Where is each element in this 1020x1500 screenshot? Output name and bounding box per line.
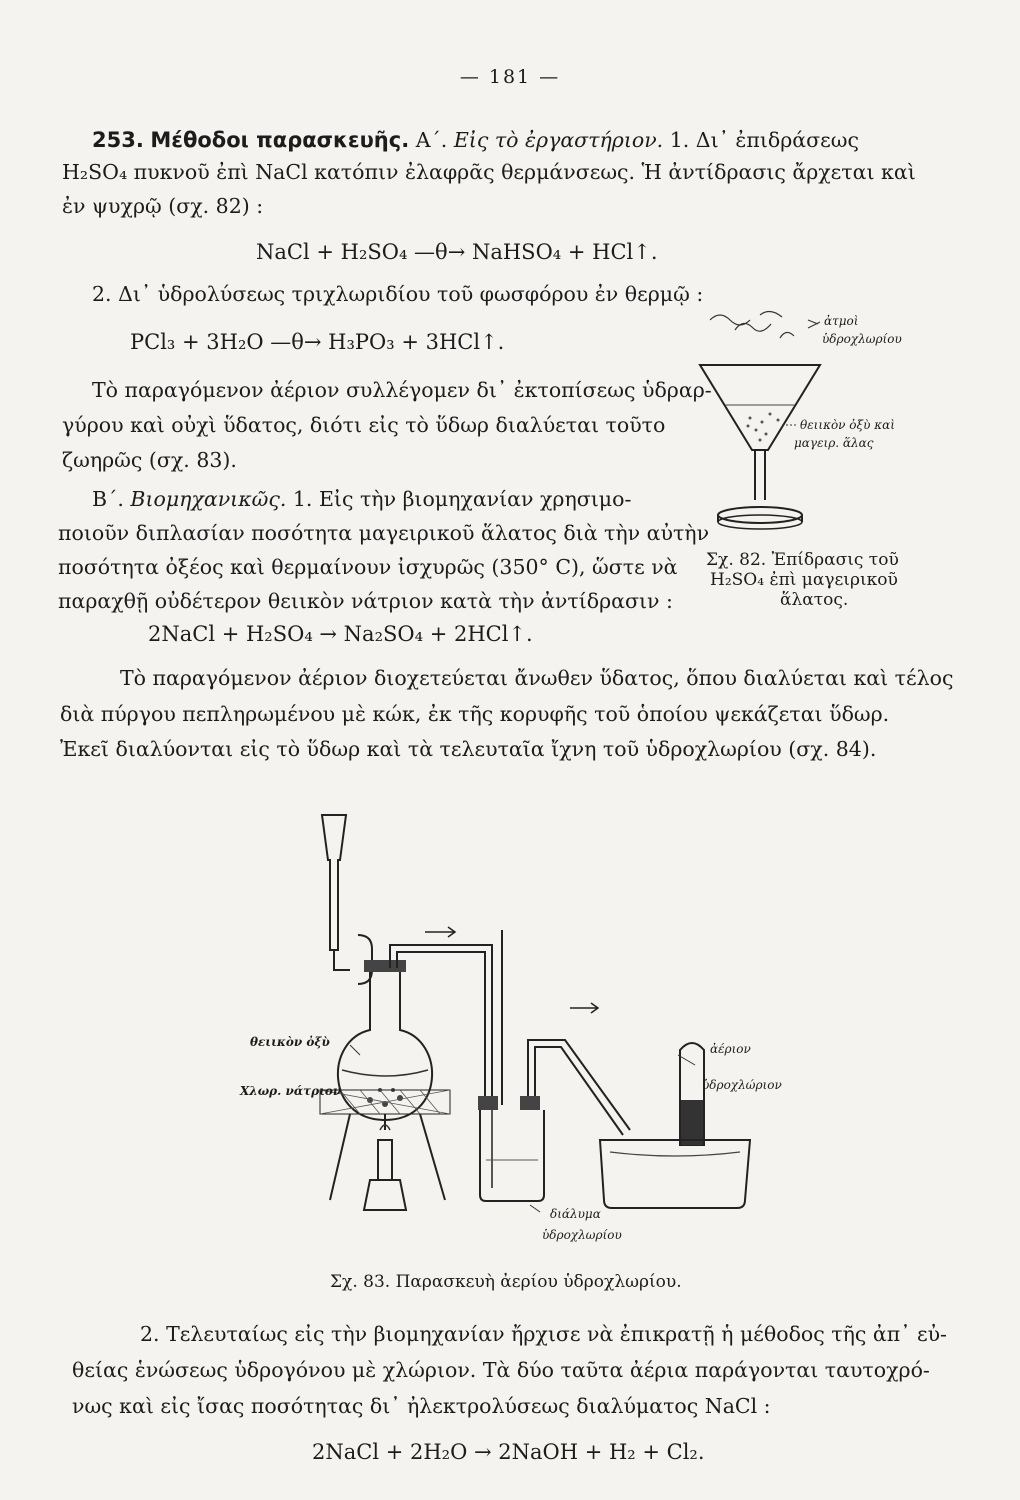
fig82-label-hcl: ὑδροχλωρίου — [822, 332, 902, 346]
industrial-title: Βιομηχανικῶς. — [130, 487, 287, 511]
fig83-caption: Σχ. 83. Παρασκευὴ ἀερίου ὑδροχλωρίου. — [330, 1272, 682, 1292]
collect-line-1: Τὸ παραγόμενον ἀέριον συλλέγομεν δι᾽ ἐκτοπίσεως ὑδραρ- — [92, 378, 712, 402]
fig82-label-salt: μαγειρ. ἅλας — [794, 436, 874, 450]
fig83-label-gas-2: ὑδροχλώριον — [702, 1078, 782, 1092]
fig83-label-acid: θειικὸν ὀξὺ — [250, 1035, 330, 1049]
fig82-caption-3: ἅλατος. — [780, 590, 849, 610]
fig82-label-acid: θειικὸν ὀξὺ καὶ — [800, 418, 895, 432]
collect-line-2: γύρου καὶ οὐχὶ ὕδατος, διότι εἰς τὸ ὕδωρ διαλύεται τοῦτο — [62, 413, 666, 437]
intro-line-3: ἐν ψυχρῷ (σχ. 82) : — [62, 194, 264, 218]
equation-4: 2NaCl + 2H₂O → 2NaOH + H₂ + Cl₂. — [312, 1440, 705, 1464]
fig82-caption-2: H₂SO₄ ἐπὶ μαγειρικοῦ — [710, 570, 898, 590]
fig82-caption-1: Σχ. 82. Ἐπίδρασις τοῦ — [706, 550, 899, 570]
section-heading-line — [92, 128, 859, 152]
tower-line-1: Τὸ παραγόμενον ἀέριον διοχετεύεται ἄνωθεν ὕδατος, ὅπου διαλύεται καὶ τέλος — [120, 666, 954, 690]
equation-2: PCl₃ + 3H₂O —θ→ H₃PO₃ + 3HCl↑. — [130, 330, 505, 354]
tower-line-3: Ἐκεῖ διαλύονται εἰς τὸ ὕδωρ καὶ τὰ τελευταῖα ἴχνη τοῦ ὑδροχλωρίου (σχ. 84). — [60, 737, 877, 761]
fig82-label-vapour: ἀτμοὶ — [824, 314, 859, 328]
section-number: 253. — [92, 128, 144, 152]
fig83-label-solution: διάλυμα — [550, 1207, 601, 1221]
industrial-line-3: ποσότητα ὀξέος καὶ θερμαίνουν ἰσχυρῶς (350° C), ὥστε νὰ — [58, 555, 678, 579]
fig83-label-salt: Χλωρ. νάτριον — [240, 1084, 342, 1098]
industrial-label: Β΄. — [92, 487, 124, 511]
subsection-a-label: Α΄. — [415, 128, 448, 152]
industrial-text-1: 1. Εἰς τὴν βιομηχανίαν χρησιμο- — [292, 487, 632, 511]
collect-line-3: ζωηρῶς (σχ. 83). — [62, 448, 237, 472]
industrial-line-1 — [92, 487, 631, 511]
final-line-1: 2. Τελευταίως εἰς τὴν βιομηχανίαν ἤρχισε νὰ ἐπικρατῇ ἡ μέθοδος τῆς ἀπ᾽ εὐ- — [140, 1322, 947, 1346]
equation-2-intro: 2. Δι᾽ ὑδρολύσεως τριχλωριδίου τοῦ φωσφόρου ἐν θερμῷ : — [92, 282, 704, 306]
industrial-line-4: παραχθῇ οὐδέτερον θειικὸν νάτριον κατὰ τὴν ἀντίδρασιν : — [58, 589, 673, 613]
equation-3: 2NaCl + H₂SO₄ → Na₂SO₄ + 2HCl↑. — [148, 622, 533, 646]
intro-line-1: 1. Δι᾽ ἐπιδράσεως — [669, 128, 859, 152]
page-number: — 181 — — [459, 66, 561, 88]
intro-line-2: H₂SO₄ πυκνοῦ ἐπὶ NaCl κατόπιν ἐλαφρᾶς θερμάνσεως. Ἡ ἀντίδρασις ἄρχεται καὶ — [62, 160, 916, 184]
fig83-label-gas: ἀέριον — [710, 1042, 751, 1056]
final-line-3: νως καὶ εἰς ἴσας ποσότητας δι᾽ ἠλεκτρολύσεως διαλύματος NaCl : — [72, 1394, 771, 1418]
subsection-a-title: Εἰς τὸ ἐργαστήριον. — [453, 128, 664, 152]
final-line-2: θείας ἑνώσεως ὑδρογόνου μὲ χλώριον. Τὰ δύο ταῦτα ἀέρια παράγονται ταυτοχρό- — [72, 1358, 930, 1382]
figure-83-drawing — [230, 800, 770, 1240]
industrial-line-2: ποιοῦν διπλασίαν ποσότητα μαγειρικοῦ ἅλατος διὰ τὴν αὐτὴν — [58, 521, 710, 545]
equation-1: NaCl + H₂SO₄ —θ→ NaHSO₄ + HCl↑. — [256, 240, 658, 264]
fig83-label-solution-2: ὑδροχλωρίου — [542, 1228, 622, 1242]
section-title: Μέθοδοι παρασκευῆς. — [150, 128, 410, 152]
tower-line-2: διὰ πύργου πεπληρωμένου μὲ κώκ, ἐκ τῆς κορυφῆς τοῦ ὁποίου ψεκάζεται ὕδωρ. — [60, 702, 890, 726]
